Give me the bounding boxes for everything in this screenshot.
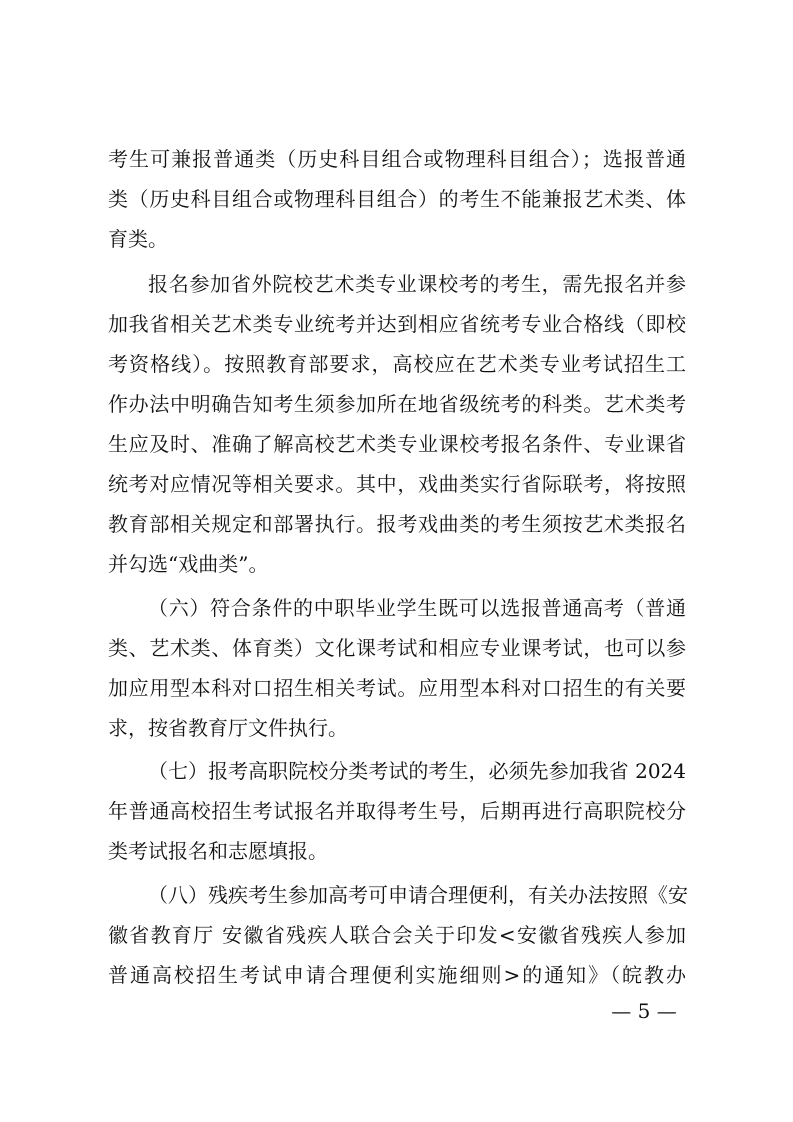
page-number: — 5 —: [611, 999, 677, 1023]
paragraph-2-line-7: 教育部相关规定和部署执行。报考戏曲类的考生须按艺术类报名: [108, 512, 686, 536]
paragraph-3-line-1: （六）符合条件的中职毕业学生既可以选报普通高考（普通: [148, 596, 686, 620]
paragraph-1-line-3: 育类。: [108, 227, 168, 251]
paragraph-2-line-4: 作办法中明确告知考生须参加所在地省级统考的科类。艺术类考: [108, 392, 686, 416]
paragraph-3-line-4: 求，按省教育厅文件执行。: [108, 716, 348, 740]
paragraph-3-line-3: 加应用型本科对口招生相关考试。应用型本科对口招生的有关要: [108, 676, 686, 700]
paragraph-5-line-1: （八）残疾考生参加高考可申请合理便利，有关办法按照《安: [148, 883, 688, 907]
paragraph-4-line-1: （七）报考高职院校分类考试的考生，必须先参加我省 2024: [148, 759, 686, 783]
paragraph-2-line-6: 统考对应情况等相关要求。其中，戏曲类实行省际联考，将按照: [108, 472, 686, 496]
paragraph-2-line-3: 考资格线）。按照教育部要求，高校应在艺术类专业考试招生工: [108, 352, 686, 376]
paragraph-2-line-5: 生应及时、准确了解高校艺术类专业课校考报名条件、专业课省: [108, 432, 686, 456]
paragraph-1-line-2: 类（历史科目组合或物理科目组合）的考生不能兼报艺术类、体: [108, 187, 686, 211]
paragraph-5-line-2: 徽省教育厅 安徽省残疾人联合会关于印发<安徽省残疾人参加: [108, 923, 686, 947]
paragraph-4-line-2: 年普通高校招生考试报名并取得考生号，后期再进行高职院校分: [108, 799, 686, 823]
paragraph-5-line-3: 普通高校招生考试申请合理便利实施细则>的通知》（皖教办: [108, 963, 686, 987]
paragraph-3-line-2: 类、艺术类、体育类）文化课考试和相应专业课考试，也可以参: [108, 636, 686, 660]
paragraph-2-line-8: 并勾选“戏曲类”。: [108, 552, 269, 576]
paragraph-2-line-1: 报名参加省外院校艺术类专业课校考的考生，需先报名并参: [148, 272, 686, 296]
paragraph-1-line-1: 考生可兼报普通类（历史科目组合或物理科目组合）；选报普通: [108, 147, 686, 171]
paragraph-4-line-3: 类考试报名和志愿填报。: [108, 839, 328, 863]
paragraph-2-line-2: 加我省相关艺术类专业统考并达到相应省统考专业合格线（即校: [108, 312, 686, 336]
